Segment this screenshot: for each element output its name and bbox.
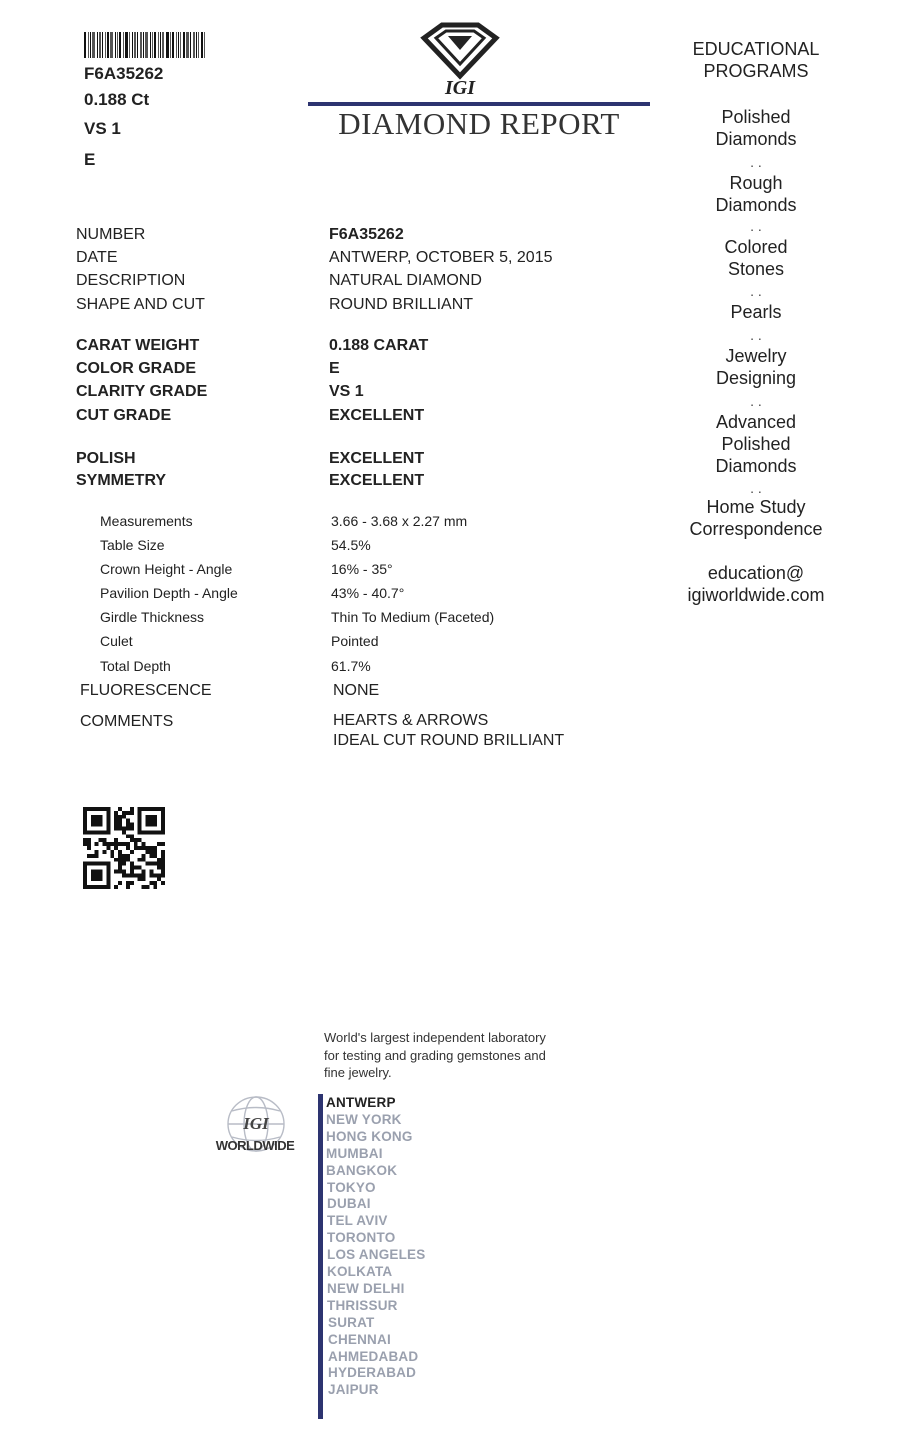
clarity-value: VS 1 <box>329 383 364 400</box>
igi-logo-text: IGI <box>444 77 476 99</box>
qr-module <box>91 854 95 858</box>
qr-module <box>130 807 134 811</box>
program-separator: . . <box>750 480 762 496</box>
barcode-bar <box>193 32 195 58</box>
total-depth-value: 61.7% <box>331 658 371 674</box>
qr-module <box>110 842 114 846</box>
qr-module <box>157 842 161 846</box>
igi-worldwide-globe-icon <box>207 1094 305 1164</box>
qr-module <box>149 873 153 877</box>
qr-module <box>87 846 91 850</box>
qr-finder <box>138 830 165 834</box>
barcode-bar <box>172 32 174 58</box>
clarity-label: CLARITY GRADE <box>76 383 208 400</box>
qr-module <box>149 854 153 858</box>
qr-module <box>126 854 130 858</box>
qr-module <box>134 838 138 842</box>
tagline-line1: World's largest independent laboratory <box>324 1030 546 1045</box>
barcode-bar <box>134 32 136 58</box>
qr-module <box>130 862 134 866</box>
qr-finder <box>83 862 110 866</box>
city-tokyo: TOKYO <box>327 1179 376 1195</box>
qr-module <box>161 866 165 870</box>
qr-module <box>87 842 91 846</box>
worldwide-label: WORLDWIDE <box>215 1138 295 1153</box>
qr-code[interactable] <box>82 807 166 889</box>
qr-finder <box>91 815 103 827</box>
qr-module <box>130 850 134 854</box>
program-line: Designing <box>715 368 797 388</box>
qr-module <box>142 869 146 873</box>
barcode-bar <box>152 32 153 58</box>
qr-module <box>122 858 126 862</box>
qr-module <box>157 862 161 866</box>
qr-module <box>130 838 134 842</box>
qr-module <box>99 838 103 842</box>
city-thrissur: THRISSUR <box>327 1297 398 1313</box>
qr-module <box>118 842 122 846</box>
qr-module <box>145 846 149 850</box>
qr-module <box>145 850 149 854</box>
qr-module <box>126 819 130 823</box>
program-line: Stones <box>727 259 785 279</box>
qr-module <box>157 858 161 862</box>
city-tel-aviv: TEL AVIV <box>327 1213 388 1229</box>
qr-module <box>110 854 114 858</box>
qr-module <box>122 815 126 819</box>
qr-module <box>114 885 118 889</box>
barcode-bar <box>107 32 109 58</box>
qr-module <box>130 834 134 838</box>
barcode <box>84 32 216 58</box>
qr-module <box>118 881 122 885</box>
barcode-bar <box>115 32 116 58</box>
program-separator: . . <box>750 154 762 170</box>
qr-finder <box>138 807 165 811</box>
program-line: Home Study <box>706 497 806 517</box>
tag-color: E <box>84 150 96 169</box>
qr-module <box>122 842 126 846</box>
qr-module <box>106 846 110 850</box>
city-new-york: NEW YORK <box>326 1111 402 1127</box>
qr-module <box>110 850 114 854</box>
program-polished-diamonds <box>668 106 844 150</box>
fluorescence-label: FLUORESCENCE <box>80 682 212 699</box>
program-line: Polished <box>721 434 791 454</box>
qr-module <box>161 858 165 862</box>
qr-module <box>118 858 122 862</box>
tag-report-number: F6A35262 <box>84 64 164 83</box>
program-line: Diamonds <box>715 129 797 149</box>
qr-module <box>161 842 165 846</box>
program-line: Pearls <box>730 302 782 322</box>
barcode-bar <box>125 32 128 58</box>
qr-finder <box>83 807 87 834</box>
qr-module <box>138 858 142 862</box>
qr-module <box>126 873 130 877</box>
qr-module <box>103 842 107 846</box>
qr-module <box>122 873 126 877</box>
qr-module <box>118 866 122 870</box>
qr-module <box>157 873 161 877</box>
barcode-bar <box>132 32 133 58</box>
program-colored-stones <box>668 236 844 280</box>
barcode-bar <box>88 32 89 58</box>
shape-value: ROUND BRILLIANT <box>329 296 474 313</box>
qr-module <box>153 885 157 889</box>
city-ahmedabad: AHMEDABAD <box>328 1348 419 1364</box>
barcode-bar <box>92 32 95 58</box>
qr-module <box>126 834 130 838</box>
qr-module <box>153 846 157 850</box>
barcode-bar <box>90 32 91 58</box>
barcode-bar <box>140 32 142 58</box>
qr-module <box>126 823 130 827</box>
qr-module <box>114 819 118 823</box>
qr-module <box>142 885 146 889</box>
barcode-bar <box>150 32 151 58</box>
qr-module <box>114 858 118 862</box>
city-dubai: DUBAI <box>327 1196 371 1212</box>
qr-module <box>122 854 126 858</box>
qr-module <box>118 823 122 827</box>
program-separator: . . <box>750 218 762 234</box>
city-antwerp: ANTWERP <box>326 1095 396 1110</box>
qr-module <box>114 846 118 850</box>
qr-finder <box>145 815 157 827</box>
qr-module <box>153 873 157 877</box>
qr-module <box>149 869 153 873</box>
barcode-bar <box>105 32 106 58</box>
table-size-value: 54.5% <box>331 537 371 553</box>
barcode-bar <box>204 32 205 58</box>
qr-module <box>142 858 146 862</box>
qr-module <box>118 815 122 819</box>
qr-module <box>142 842 146 846</box>
qr-module <box>142 877 146 881</box>
pavilion-label: Pavilion Depth - Angle <box>100 585 238 601</box>
date-value: ANTWERP, OCTOBER 5, 2015 <box>329 249 553 266</box>
pavilion-value: 43% - 40.7° <box>331 585 405 601</box>
city-jaipur: JAIPUR <box>328 1382 379 1398</box>
color-value: E <box>329 360 340 377</box>
date-label: DATE <box>76 249 118 266</box>
program-separator: . . <box>750 327 762 343</box>
qr-module <box>149 881 153 885</box>
qr-module <box>153 850 157 854</box>
barcode-bar <box>129 32 130 58</box>
education-title-line2: PROGRAMS <box>703 61 809 81</box>
worldwide-logo-text: IGI <box>243 1114 269 1133</box>
qr-module <box>149 862 153 866</box>
qr-module <box>95 850 99 854</box>
program-separator: . . <box>750 393 762 409</box>
program-jewelry-designing <box>668 345 844 389</box>
qr-module <box>114 823 118 827</box>
program-home-study <box>668 496 844 540</box>
education-email[interactable] <box>668 562 844 606</box>
qr-finder <box>138 807 142 834</box>
tag-carat: 0.188 Ct <box>84 90 150 109</box>
barcode-bar <box>178 32 179 58</box>
qr-module <box>126 827 130 831</box>
symmetry-label: SYMMETRY <box>76 472 167 489</box>
qr-module <box>83 838 87 842</box>
city-mumbai: MUMBAI <box>326 1145 383 1161</box>
cut-value: EXCELLENT <box>329 407 425 424</box>
program-line: Polished <box>721 107 791 127</box>
qr-module <box>103 838 107 842</box>
barcode-bar <box>119 32 121 58</box>
comments-label: COMMENTS <box>80 713 174 730</box>
qr-module <box>118 862 122 866</box>
qr-module <box>118 827 122 831</box>
qr-finder <box>91 869 103 881</box>
qr-module <box>130 811 134 815</box>
program-line: Diamonds <box>715 195 797 215</box>
program-advanced-polished-diamonds <box>668 411 844 477</box>
barcode-bar <box>99 32 101 58</box>
carat-value: 0.188 CARAT <box>329 337 429 354</box>
culet-label: Culet <box>100 633 133 649</box>
qr-finder <box>83 830 110 834</box>
qr-module <box>157 877 161 881</box>
qr-module <box>118 850 122 854</box>
qr-module <box>106 842 110 846</box>
qr-module <box>126 858 130 862</box>
color-label: COLOR GRADE <box>76 360 196 377</box>
program-line: Diamonds <box>715 456 797 476</box>
measurements-label: Measurements <box>100 513 193 529</box>
barcode-bar <box>176 32 177 58</box>
girdle-value: Thin To Medium (Faceted) <box>331 609 495 625</box>
barcode-bar <box>170 32 171 58</box>
qr-module <box>122 862 126 866</box>
barcode-bar <box>143 32 144 58</box>
qr-module <box>145 885 149 889</box>
program-separator: . . <box>750 283 762 299</box>
qr-module <box>161 850 165 854</box>
qr-finder <box>83 885 110 889</box>
qr-module <box>134 866 138 870</box>
barcode-bar <box>123 32 124 58</box>
city-new-delhi: NEW DELHI <box>327 1280 405 1296</box>
shape-label: SHAPE AND CUT <box>76 296 205 313</box>
number-label: NUMBER <box>76 226 146 243</box>
qr-module <box>130 869 134 873</box>
qr-module <box>161 873 165 877</box>
qr-module <box>130 881 134 885</box>
education-title-line1: EDUCATIONAL <box>692 39 820 59</box>
program-line: Advanced <box>715 412 797 432</box>
measurements-value: 3.66 - 3.68 x 2.27 mm <box>331 513 468 529</box>
qr-module <box>138 846 142 850</box>
description-value: NATURAL DIAMOND <box>329 272 482 289</box>
education-email-line1[interactable]: education@ <box>707 563 805 583</box>
polish-label: POLISH <box>76 450 136 467</box>
table-size-label: Table Size <box>100 537 165 553</box>
comments-line2: IDEAL CUT ROUND BRILLIANT <box>333 732 565 749</box>
qr-module <box>126 846 130 850</box>
qr-module <box>122 830 126 834</box>
girdle-label: Girdle Thickness <box>100 609 205 625</box>
qr-module <box>118 869 122 873</box>
program-line: Jewelry <box>725 346 787 366</box>
qr-module <box>130 823 134 827</box>
barcode-bar <box>84 32 86 58</box>
qr-module <box>130 827 134 831</box>
city-los-angeles: LOS ANGELES <box>327 1247 426 1263</box>
qr-module <box>118 807 122 811</box>
barcode-bar <box>166 32 169 58</box>
qr-module <box>142 873 146 877</box>
city-hong-kong: HONG KONG <box>326 1128 413 1144</box>
qr-module <box>149 846 153 850</box>
fluorescence-value: NONE <box>333 682 380 699</box>
culet-value: Pointed <box>331 633 379 649</box>
qr-module <box>126 842 130 846</box>
description-label: DESCRIPTION <box>76 272 186 289</box>
program-line: Correspondence <box>689 519 823 539</box>
program-line: Colored <box>724 237 788 257</box>
qr-finder <box>83 862 87 889</box>
barcode-bar <box>180 32 181 58</box>
qr-module <box>142 854 146 858</box>
qr-module <box>126 881 130 885</box>
qr-module <box>126 885 130 889</box>
qr-module <box>157 866 161 870</box>
polish-value: EXCELLENT <box>329 450 425 467</box>
qr-module <box>142 846 146 850</box>
qr-module <box>95 854 99 858</box>
education-email-line2[interactable]: igiworldwide.com <box>687 585 825 605</box>
qr-module <box>103 850 107 854</box>
tag-clarity: VS 1 <box>84 119 121 138</box>
barcode-bar <box>201 32 203 58</box>
qr-module <box>114 811 118 815</box>
barcode-bar <box>160 32 161 58</box>
barcode-bar <box>183 32 185 58</box>
qr-module <box>114 815 118 819</box>
qr-module <box>138 877 142 881</box>
carat-label: CARAT WEIGHT <box>76 337 200 354</box>
city-toronto: TORONTO <box>327 1230 396 1246</box>
city-bangkok: BANGKOK <box>326 1162 398 1178</box>
qr-finder <box>106 807 110 834</box>
qr-module <box>118 854 122 858</box>
qr-finder <box>83 807 110 811</box>
qr-module <box>118 819 122 823</box>
number-value: F6A35262 <box>329 226 404 243</box>
tagline-line2: for testing and grading gemstones and <box>324 1047 546 1063</box>
tagline <box>324 1029 614 1082</box>
qr-module <box>161 881 165 885</box>
qr-module <box>126 811 130 815</box>
qr-module <box>122 827 126 831</box>
barcode-bar <box>196 32 197 58</box>
qr-module <box>138 866 142 870</box>
program-rough-diamonds <box>668 172 844 216</box>
crown-label: Crown Height - Angle <box>100 561 233 577</box>
program-line: Rough <box>729 173 783 193</box>
barcode-bar <box>110 32 113 58</box>
qr-module <box>149 850 153 854</box>
city-chennai: CHENNAI <box>328 1331 391 1347</box>
qr-module <box>161 862 165 866</box>
qr-module <box>114 838 118 842</box>
qr-module <box>134 846 138 850</box>
city-hyderabad: HYDERABAD <box>328 1365 417 1381</box>
barcode-bar <box>97 32 98 58</box>
barcode-bar <box>154 32 156 58</box>
program-pearls <box>668 301 844 323</box>
qr-module <box>134 842 138 846</box>
qr-finder <box>106 862 110 889</box>
qr-module <box>145 862 149 866</box>
barcode-bar <box>158 32 159 58</box>
city-list-rule <box>318 1094 323 1419</box>
qr-module <box>161 854 165 858</box>
total-depth-label: Total Depth <box>100 658 171 674</box>
education-title <box>668 38 844 82</box>
qr-module <box>130 873 134 877</box>
qr-module <box>95 842 99 846</box>
cut-label: CUT GRADE <box>76 407 172 424</box>
igi-diamond-logo <box>418 22 502 100</box>
qr-module <box>161 869 165 873</box>
qr-module <box>130 866 134 870</box>
qr-module <box>122 869 126 873</box>
qr-module <box>138 873 142 877</box>
qr-module <box>114 827 118 831</box>
barcode-bar <box>162 32 164 58</box>
barcode-bar <box>186 32 189 58</box>
qr-module <box>134 873 138 877</box>
symmetry-value: EXCELLENT <box>329 472 425 489</box>
qr-module <box>122 811 126 815</box>
barcode-bar <box>190 32 191 58</box>
barcode-bar <box>137 32 138 58</box>
comments-line1: HEARTS & ARROWS <box>333 712 489 729</box>
barcode-bar <box>102 32 103 58</box>
qr-module <box>138 838 142 842</box>
qr-module <box>87 838 91 842</box>
qr-module <box>153 881 157 885</box>
barcode-bar <box>198 32 199 58</box>
qr-module <box>114 842 118 846</box>
qr-finder <box>161 807 165 834</box>
qr-module <box>153 862 157 866</box>
tagline-line3: fine jewelry. <box>324 1065 392 1080</box>
city-kolkata: KOLKATA <box>327 1264 393 1279</box>
barcode-bar <box>145 32 148 58</box>
qr-module <box>83 842 87 846</box>
barcode-bar <box>117 32 118 58</box>
qr-module <box>153 854 157 858</box>
report-title: DIAMOND REPORT <box>338 106 620 141</box>
crown-value: 16% - 35° <box>331 561 393 577</box>
city-surat: SURAT <box>328 1314 375 1330</box>
qr-module <box>114 869 118 873</box>
qr-module <box>87 854 91 858</box>
